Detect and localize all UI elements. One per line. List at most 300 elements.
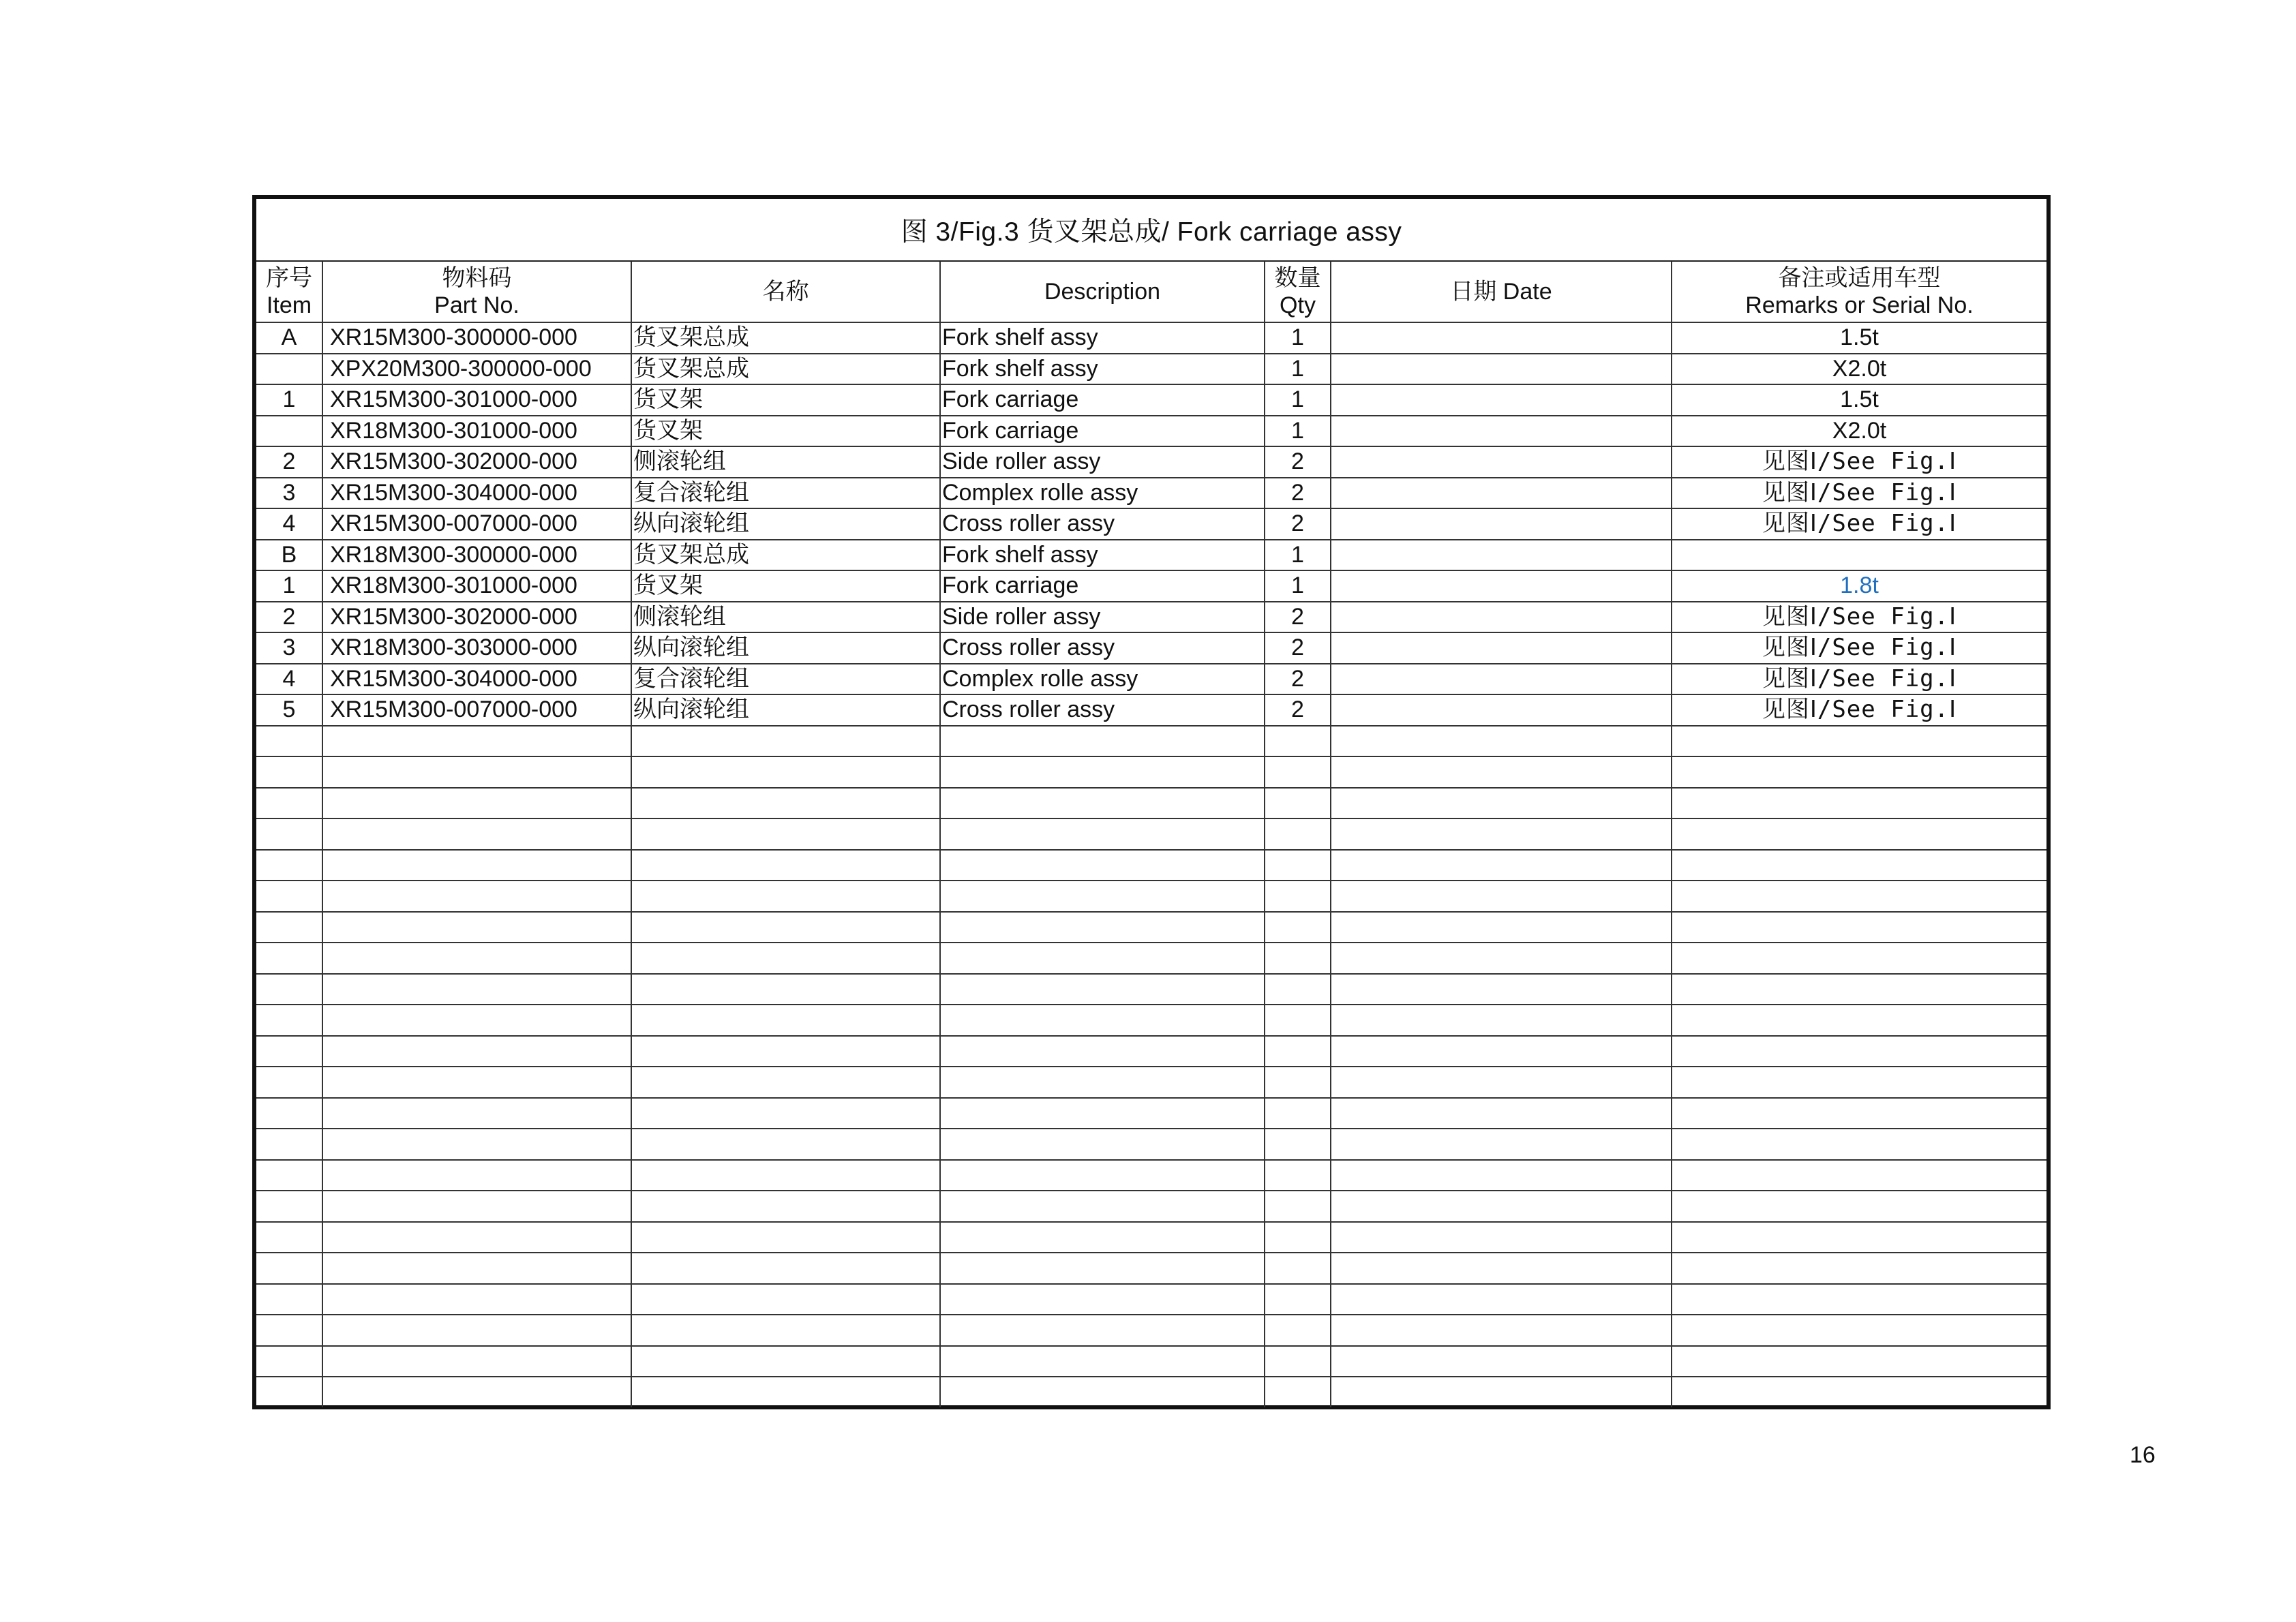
cell-date [1331,478,1672,509]
cell-name [631,1315,940,1346]
cell-description [940,1377,1265,1407]
cell-remarks [1672,1191,2046,1222]
cell-name: 复合滚轮组 [631,478,940,509]
cell-part-no [322,788,631,819]
cell-part-no [322,1346,631,1377]
cell-description: Cross roller assy [940,508,1265,540]
cell-part-no: XR15M300-302000-000 [322,446,631,478]
cell-item [256,1036,322,1067]
cell-name [631,943,940,974]
cell-description [940,1222,1265,1253]
cell-date [1331,756,1672,788]
cell-remarks [1672,881,2046,912]
cell-name: 侧滚轮组 [631,446,940,478]
cell-name [631,1129,940,1160]
cell-item: B [256,540,322,571]
cell-description [940,1315,1265,1346]
cell-part-no [322,1284,631,1315]
cell-item [256,1222,322,1253]
empty-table-row [256,912,2046,943]
cell-remarks [1672,1222,2046,1253]
empty-table-row [256,788,2046,819]
cell-qty: 1 [1265,354,1331,385]
cell-item: 2 [256,602,322,633]
cell-date [1331,570,1672,602]
cell-qty [1265,1346,1331,1377]
cell-remarks [1672,726,2046,757]
cell-part-no [322,1253,631,1284]
cell-description [940,881,1265,912]
cell-date [1331,881,1672,912]
cell-date [1331,384,1672,416]
cell-date [1331,788,1672,819]
cell-item [256,726,322,757]
cell-part-no: XR18M300-301000-000 [322,416,631,447]
cell-description [940,1098,1265,1129]
cell-part-no: XR15M300-304000-000 [322,664,631,695]
cell-part-no: XR18M300-301000-000 [322,570,631,602]
header-remarks [1672,262,2046,322]
cell-item: 1 [256,384,322,416]
cell-name [631,1377,940,1407]
cell-part-no [322,1098,631,1129]
cell-date [1331,540,1672,571]
cell-qty: 2 [1265,694,1331,726]
cell-part-no [322,881,631,912]
cell-qty [1265,974,1331,1005]
table-row [256,446,2046,478]
cell-remarks: 见图Ⅰ/See Fig.Ⅰ [1672,478,2046,509]
cell-description [940,912,1265,943]
cell-description [940,1160,1265,1191]
cell-part-no: XR18M300-300000-000 [322,540,631,571]
table-row [256,632,2046,664]
empty-table-row [256,1067,2046,1098]
cell-description [940,788,1265,819]
cell-description: Cross roller assy [940,694,1265,726]
cell-name [631,818,940,850]
cell-description [940,1346,1265,1377]
cell-item [256,850,322,881]
cell-remarks [1672,1129,2046,1160]
header-remarks-en: Remarks or Serial No. [1745,292,1974,318]
cell-remarks: 见图Ⅰ/See Fig.Ⅰ [1672,508,2046,540]
cell-date [1331,850,1672,881]
cell-item [256,881,322,912]
cell-name [631,1253,940,1284]
cell-part-no [322,1129,631,1160]
cell-name: 纵向滚轮组 [631,508,940,540]
cell-name [631,1005,940,1036]
cell-remarks: X2.0t [1672,354,2046,385]
cell-item [256,1067,322,1098]
cell-description [940,1005,1265,1036]
cell-remarks [1672,974,2046,1005]
table-row [256,478,2046,509]
cell-part-no [322,1005,631,1036]
cell-item [256,912,322,943]
cell-name [631,974,940,1005]
cell-description [940,1036,1265,1067]
cell-name [631,850,940,881]
table-row [256,416,2046,447]
table-row [256,354,2046,385]
header-qty-en: Qty [1280,292,1316,318]
cell-qty [1265,1098,1331,1129]
cell-date [1331,322,1672,354]
cell-description: Fork carriage [940,384,1265,416]
cell-date [1331,1222,1672,1253]
cell-item [256,1005,322,1036]
cell-part-no [322,1377,631,1407]
cell-date [1331,1377,1672,1407]
cell-description [940,756,1265,788]
cell-description [940,1129,1265,1160]
empty-table-row [256,943,2046,974]
cell-qty [1265,1377,1331,1407]
header-item [256,262,322,322]
cell-description: Fork shelf assy [940,322,1265,354]
header-part-no [322,262,631,322]
cell-remarks [1672,1067,2046,1098]
header-row [256,262,2046,322]
cell-remarks: 见图Ⅰ/See Fig.Ⅰ [1672,632,2046,664]
cell-date [1331,1315,1672,1346]
cell-name: 货叉架总成 [631,354,940,385]
cell-remarks [1672,1346,2046,1377]
cell-remarks: 见图Ⅰ/See Fig.Ⅰ [1672,602,2046,633]
cell-name [631,756,940,788]
cell-qty: 1 [1265,540,1331,571]
empty-table-row [256,974,2046,1005]
cell-description: Fork shelf assy [940,540,1265,571]
cell-description [940,1284,1265,1315]
cell-date [1331,1160,1672,1191]
header-part-cn: 物料码 [442,265,512,291]
header-name: 名称 [631,262,940,322]
cell-part-no [322,756,631,788]
cell-qty: 2 [1265,446,1331,478]
cell-date [1331,508,1672,540]
cell-name [631,912,940,943]
empty-table-row [256,1346,2046,1377]
cell-part-no: XR18M300-303000-000 [322,632,631,664]
cell-date [1331,354,1672,385]
cell-name [631,1284,940,1315]
cell-remarks: X2.0t [1672,416,2046,447]
cell-description: Fork carriage [940,416,1265,447]
cell-item [256,1098,322,1129]
cell-description [940,818,1265,850]
cell-qty [1265,1129,1331,1160]
empty-table-row [256,1160,2046,1191]
cell-item [256,1253,322,1284]
cell-name [631,788,940,819]
table-row [256,570,2046,602]
cell-part-no: XR15M300-304000-000 [322,478,631,509]
cell-remarks [1672,1160,2046,1191]
cell-qty [1265,1160,1331,1191]
cell-remarks [1672,1315,2046,1346]
cell-qty: 1 [1265,322,1331,354]
cell-item [256,354,322,385]
cell-part-no [322,1067,631,1098]
cell-description: Complex rolle assy [940,664,1265,695]
cell-date [1331,943,1672,974]
empty-table-row [256,1005,2046,1036]
cell-qty [1265,788,1331,819]
cell-name [631,1067,940,1098]
cell-part-no: XR15M300-301000-000 [322,384,631,416]
cell-part-no [322,1036,631,1067]
cell-qty [1265,1005,1331,1036]
cell-name: 货叉架总成 [631,322,940,354]
cell-name: 纵向滚轮组 [631,694,940,726]
cell-remarks [1672,1098,2046,1129]
cell-qty: 1 [1265,384,1331,416]
empty-table-row [256,1315,2046,1346]
header-date: 日期 Date [1331,262,1672,322]
cell-date [1331,1067,1672,1098]
table-row [256,602,2046,633]
cell-item [256,1191,322,1222]
cell-item: 4 [256,664,322,695]
cell-item: 3 [256,632,322,664]
cell-qty: 2 [1265,632,1331,664]
cell-description [940,1067,1265,1098]
cell-item [256,943,322,974]
table-row [256,540,2046,571]
cell-qty: 2 [1265,664,1331,695]
table-row [256,664,2046,695]
cell-qty [1265,1253,1331,1284]
cell-part-no [322,818,631,850]
cell-item [256,1160,322,1191]
cell-item [256,818,322,850]
cell-item [256,1377,322,1407]
cell-part-no [322,1160,631,1191]
cell-date [1331,1129,1672,1160]
cell-name: 货叉架总成 [631,540,940,571]
cell-name: 纵向滚轮组 [631,632,940,664]
cell-description [940,974,1265,1005]
cell-date [1331,632,1672,664]
cell-part-no [322,1222,631,1253]
cell-item [256,1284,322,1315]
cell-item: 1 [256,570,322,602]
cell-qty [1265,881,1331,912]
cell-remarks [1672,1284,2046,1315]
table-row [256,694,2046,726]
empty-table-row [256,1253,2046,1284]
cell-name [631,1098,940,1129]
cell-date [1331,1346,1672,1377]
empty-table-row [256,1377,2046,1407]
cell-description: Complex rolle assy [940,478,1265,509]
cell-remarks [1672,818,2046,850]
cell-name [631,1160,940,1191]
header-part-en: Part No. [434,292,519,318]
cell-qty [1265,1067,1331,1098]
cell-name [631,1346,940,1377]
parts-list-sheet [252,195,2051,1409]
cell-part-no: XR15M300-007000-000 [322,694,631,726]
empty-table-row [256,850,2046,881]
table-row [256,322,2046,354]
cell-qty [1265,1284,1331,1315]
cell-item [256,756,322,788]
empty-table-row [256,726,2046,757]
cell-qty [1265,818,1331,850]
parts-table-body [256,322,2046,1407]
cell-date [1331,664,1672,695]
cell-part-no [322,974,631,1005]
header-item-en: Item [266,292,312,318]
page-number: 16 [2130,1442,2156,1468]
table-row [256,384,2046,416]
cell-date [1331,602,1672,633]
cell-remarks: 1.5t [1672,322,2046,354]
cell-part-no: XR15M300-007000-000 [322,508,631,540]
cell-qty [1265,943,1331,974]
cell-part-no: XR15M300-300000-000 [322,322,631,354]
cell-name: 侧滚轮组 [631,602,940,633]
cell-date [1331,694,1672,726]
empty-table-row [256,818,2046,850]
cell-date [1331,818,1672,850]
cell-qty [1265,756,1331,788]
table-row [256,508,2046,540]
cell-remarks: 1.5t [1672,384,2046,416]
cell-name: 货叉架 [631,416,940,447]
cell-date [1331,416,1672,447]
empty-table-row [256,1036,2046,1067]
empty-table-row [256,1222,2046,1253]
cell-part-no: XR15M300-302000-000 [322,602,631,633]
cell-item: A [256,322,322,354]
cell-item [256,788,322,819]
cell-item [256,974,322,1005]
cell-name [631,1222,940,1253]
header-remarks-cn: 备注或适用车型 [1778,265,1941,291]
cell-qty [1265,726,1331,757]
cell-description [940,1253,1265,1284]
cell-description: Side roller assy [940,602,1265,633]
table-title: 图 3/Fig.3 货叉架总成/ Fork carriage assy [256,199,2046,262]
cell-name: 货叉架 [631,384,940,416]
empty-table-row [256,1284,2046,1315]
cell-item [256,1346,322,1377]
header-item-cn: 序号 [266,265,312,291]
cell-item: 5 [256,694,322,726]
cell-qty [1265,1315,1331,1346]
cell-remarks [1672,912,2046,943]
cell-qty: 2 [1265,602,1331,633]
cell-part-no [322,726,631,757]
cell-name [631,1191,940,1222]
empty-table-row [256,1191,2046,1222]
empty-table-row [256,881,2046,912]
cell-name [631,881,940,912]
cell-remarks: 见图Ⅰ/See Fig.Ⅰ [1672,664,2046,695]
cell-date [1331,446,1672,478]
cell-description: Fork carriage [940,570,1265,602]
parts-table [256,262,2046,1407]
empty-table-row [256,1129,2046,1160]
header-qty-cn: 数量 [1274,265,1321,291]
cell-description [940,726,1265,757]
cell-description: Side roller assy [940,446,1265,478]
cell-remarks [1672,1005,2046,1036]
cell-qty [1265,912,1331,943]
cell-date [1331,1005,1672,1036]
cell-part-no [322,943,631,974]
cell-remarks [1672,850,2046,881]
cell-description [940,1191,1265,1222]
cell-remarks [1672,756,2046,788]
cell-name [631,726,940,757]
cell-remarks [1672,1253,2046,1284]
cell-item: 4 [256,508,322,540]
cell-date [1331,1284,1672,1315]
cell-part-no: XPX20M300-300000-000 [322,354,631,385]
cell-part-no [322,912,631,943]
cell-remarks [1672,943,2046,974]
cell-part-no [322,850,631,881]
cell-remarks: 1.8t [1672,570,2046,602]
cell-item: 3 [256,478,322,509]
cell-remarks [1672,1377,2046,1407]
cell-date [1331,912,1672,943]
cell-qty: 1 [1265,416,1331,447]
cell-item [256,416,322,447]
cell-description: Cross roller assy [940,632,1265,664]
cell-date [1331,1253,1672,1284]
cell-item [256,1129,322,1160]
cell-part-no [322,1315,631,1346]
cell-remarks [1672,540,2046,571]
cell-name: 复合滚轮组 [631,664,940,695]
cell-date [1331,1098,1672,1129]
cell-part-no [322,1191,631,1222]
header-description: Description [940,262,1265,322]
empty-table-row [256,1098,2046,1129]
cell-item: 2 [256,446,322,478]
cell-date [1331,1036,1672,1067]
cell-description [940,943,1265,974]
cell-item [256,1315,322,1346]
cell-qty [1265,1191,1331,1222]
cell-qty [1265,1222,1331,1253]
cell-qty: 2 [1265,478,1331,509]
cell-qty: 1 [1265,570,1331,602]
cell-qty [1265,1036,1331,1067]
cell-remarks [1672,788,2046,819]
cell-description: Fork shelf assy [940,354,1265,385]
cell-date [1331,1191,1672,1222]
cell-remarks [1672,1036,2046,1067]
cell-date [1331,726,1672,757]
empty-table-row [256,756,2046,788]
cell-remarks: 见图Ⅰ/See Fig.Ⅰ [1672,446,2046,478]
cell-remarks: 见图Ⅰ/See Fig.Ⅰ [1672,694,2046,726]
cell-name [631,1036,940,1067]
cell-qty: 2 [1265,508,1331,540]
cell-name: 货叉架 [631,570,940,602]
cell-qty [1265,850,1331,881]
header-qty [1265,262,1331,322]
cell-description [940,850,1265,881]
